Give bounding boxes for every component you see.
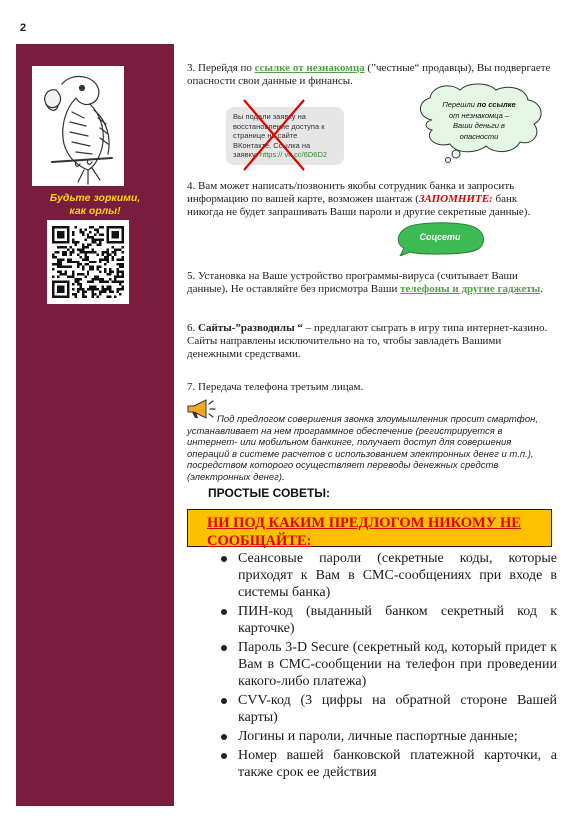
cloud-line-4: опасности bbox=[459, 131, 499, 141]
item-7: 7. Передача телефона третьим лицам. bbox=[187, 381, 364, 393]
item-5 bbox=[187, 270, 552, 296]
item-5-link[interactable]: телефоны и другие гаджеты bbox=[400, 283, 541, 295]
item-6-bold: Сайты-”разводилы “ bbox=[198, 322, 303, 334]
phone-transfer-note: Под предлогом совершения звонка злоумышленник просит смартфон, устанавливает на нем программное обеспечение (регистрируется в интернет- или мобильном банкинге, получает доступ для совершения операций в системе расчетов с использованием электронных денег и т.п.), посредством которого осуществляет переводы денежных средств (электронных денег). bbox=[187, 414, 538, 483]
cloud-line-1: Перешли bbox=[442, 100, 478, 109]
item-6 bbox=[187, 322, 552, 361]
list-item: CVV-код (3 цифры на обратной стороне Вашей карты) bbox=[221, 692, 557, 726]
item-6-number: 6. bbox=[187, 322, 198, 334]
item-6-text: – предлагают сыграть в игру типа интернет-казино. Сайты направлены исключительно на то, чтобы завладеть Вашими денежными средствами. bbox=[187, 322, 548, 360]
item-3-text: 3. Перейдя по bbox=[187, 62, 255, 74]
cloud-line-1-bold: по ссылке bbox=[477, 100, 516, 109]
parrot-illustration bbox=[32, 66, 124, 186]
item-4-warning: ЗАПОМНИТЕ: bbox=[418, 193, 493, 205]
list-item: Логины и пароли, личные паспортные данные; bbox=[221, 728, 557, 745]
slogan-line-2: как орлы! bbox=[69, 205, 121, 217]
tips-list bbox=[221, 550, 557, 783]
cloud-text bbox=[424, 100, 534, 142]
warning-banner-text: НИ ПОД КАКИМ ПРЕДЛОГОМ НИКОМУ НЕ СООБЩАЙТЕ: bbox=[207, 515, 521, 549]
parrot-icon bbox=[32, 66, 124, 186]
item-5-suffix: . bbox=[540, 283, 543, 295]
red-cross-icon bbox=[240, 96, 308, 174]
item-4-suffix: банк никогда не будет запрашивать Ваши пароли и другие секретные данные). bbox=[187, 193, 531, 218]
cloud-line-3: Ваши деньги в bbox=[453, 121, 505, 130]
cloud-line-2: от незнакомца – bbox=[448, 110, 510, 120]
item-3-link[interactable]: ссылке от незнакомца bbox=[254, 62, 365, 74]
sms-text: Вы подали заявку на восстановление доступа к странице на сайте ВКонтакте. Ссылка на заявку: bbox=[233, 112, 325, 159]
qr-code-icon bbox=[52, 225, 124, 299]
slogan-line-1: Будьте зоркими, bbox=[49, 192, 141, 204]
list-item: Сеансовые пароли (секретные коды, которые приходят к Вам в СМС-сообщениях при входе в системы банка) bbox=[221, 550, 557, 601]
qr-code[interactable] bbox=[47, 220, 129, 304]
item-5-text: 5. Установка на Ваше устройство программы-вируса (считывает Ваши данные). Не оставляйте без присмотра Ваши bbox=[187, 270, 518, 295]
sms-link: https:// vk.cc/6D6D2 bbox=[259, 150, 328, 159]
list-item: ПИН-код (выданный банком секретный код к карточке) bbox=[221, 603, 557, 637]
list-item: Пароль 3-D Secure (секретный код, который придет к Вам в СМС-сообщении на телефон при проведении какого-либо платежа) bbox=[221, 639, 557, 690]
item-3-suffix: (”честные“ продавцы), Вы подвергаете опасности свои данные и финансы. bbox=[187, 62, 551, 87]
speech-bubble-label: Соцсети bbox=[419, 232, 461, 242]
list-item: Номер вашей банковской платежной карточки, а также срок ее действия bbox=[221, 747, 557, 781]
page-number: 2 bbox=[20, 22, 27, 34]
item-4-text: 4. Вам может написать/позвонить якобы сотрудник банка и запросить информацию по вашей карте, возможен шантаж ( bbox=[187, 180, 515, 205]
slogan bbox=[16, 192, 174, 218]
tips-title: ПРОСТЫЕ СОВЕТЫ: bbox=[208, 486, 331, 500]
warning-banner bbox=[187, 509, 552, 547]
item-4 bbox=[187, 180, 552, 219]
